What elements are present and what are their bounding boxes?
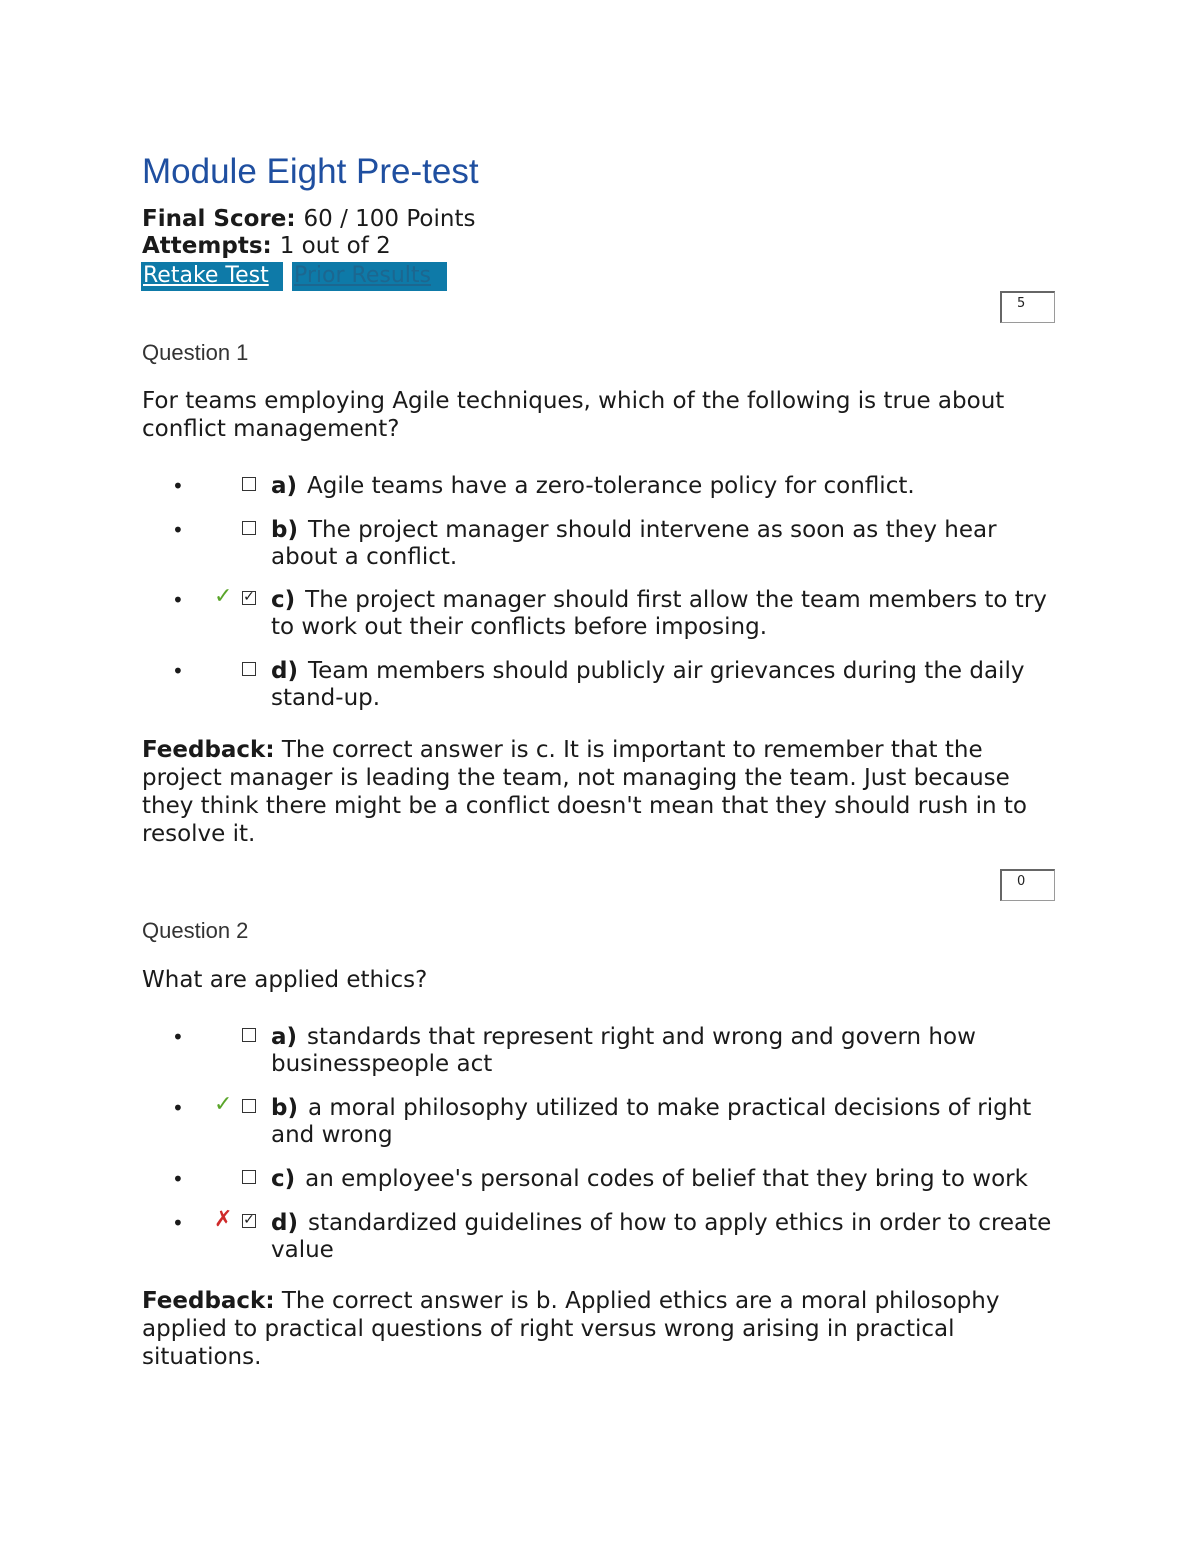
bullet: • (172, 1211, 184, 1235)
prior-results-button[interactable]: Prior Results (292, 262, 447, 291)
checkbox-unchecked-icon[interactable] (242, 477, 256, 491)
checkbox-unchecked-icon[interactable] (242, 521, 256, 535)
question-2-label: Question 2 (142, 918, 249, 943)
option-text: The project manager should intervene as soon as they hear about a conflict. (271, 517, 997, 570)
x-mark-icon: ✗ (214, 1207, 233, 1232)
option-text: Agile teams have a zero-tolerance policy for conflict. (307, 473, 915, 499)
question-1-label: Question 1 (142, 340, 249, 365)
question-1-text: For teams employing Agile techniques, which of the following is true about conflict management? (142, 388, 1005, 442)
bullet: • (172, 1167, 184, 1191)
feedback-label: Feedback: (142, 1288, 275, 1314)
checkmark-icon: ✓ (214, 1092, 233, 1117)
checkbox-checked-icon[interactable]: ✓ (243, 1212, 255, 1228)
checkbox-unchecked-icon[interactable] (242, 1099, 256, 1113)
question-2-text: What are applied ethics? (142, 967, 428, 993)
option-letter: d) (271, 658, 298, 684)
checkbox-unchecked-icon[interactable] (242, 1170, 256, 1184)
option-letter: d) (271, 1210, 298, 1236)
feedback-text: The correct answer is c. It is important to remember that the project manager is leading the team, not managing the team. Just because they think there might be a conflict doesn't mean that they should rush in to resolve it. (142, 737, 1027, 847)
checkbox-unchecked-icon[interactable] (242, 1028, 256, 1042)
question-2-option-b[interactable] (142, 1092, 1062, 1149)
final-score (142, 205, 475, 233)
retake-test-button[interactable]: Retake Test (141, 262, 283, 291)
option-text: a moral philosophy utilized to make practical decisions of right and wrong (271, 1095, 1032, 1148)
final-score-value: 60 / 100 Points (303, 206, 476, 232)
option-letter: b) (271, 517, 298, 543)
feedback-label: Feedback: (142, 737, 275, 763)
option-letter: a) (271, 1024, 298, 1050)
attempts-label: Attempts: (142, 233, 272, 259)
option-text: standards that represent right and wrong and govern how businesspeople act (271, 1024, 976, 1077)
option-letter: b) (271, 1095, 298, 1121)
page-title: Module Eight Pre-test (142, 152, 479, 191)
checkbox-checked-icon[interactable]: ✓ (243, 589, 255, 605)
final-score-label: Final Score: (142, 206, 296, 232)
option-letter: a) (271, 473, 298, 499)
bullet: • (172, 1025, 184, 1049)
feedback-text: The correct answer is b. Applied ethics are a moral philosophy applied to practical questions of right versus wrong arising in practical situations. (142, 1288, 1000, 1370)
question-1-feedback (142, 736, 1062, 848)
question-1-points-box[interactable]: 5 (1000, 291, 1055, 323)
option-letter: c) (271, 587, 296, 613)
attempts-value: 1 out of 2 (279, 233, 391, 259)
question-1-option-c[interactable] (142, 584, 1062, 641)
bullet: • (172, 588, 184, 612)
question-2-feedback (142, 1287, 1062, 1371)
question-2-option-d[interactable] (142, 1207, 1062, 1264)
checkmark-icon: ✓ (214, 584, 233, 609)
bullet: • (172, 659, 184, 683)
question-2-option-a[interactable] (142, 1024, 1062, 1078)
question-2-option-c[interactable] (142, 1166, 1062, 1193)
bullet: • (172, 474, 184, 498)
option-text: standardized guidelines of how to apply ethics in order to create value (271, 1210, 1052, 1263)
option-text: an employee's personal codes of belief that they bring to work (305, 1166, 1028, 1192)
question-1-option-b[interactable] (142, 517, 1062, 571)
option-text: Team members should publicly air grievances during the daily stand-up. (271, 658, 1025, 711)
checkbox-unchecked-icon[interactable] (242, 662, 256, 676)
option-text: The project manager should first allow the team members to try to work out their conflicts before imposing. (271, 587, 1047, 640)
attempts (142, 232, 391, 260)
bullet: • (172, 1096, 184, 1120)
question-1-option-a[interactable] (142, 473, 1062, 500)
bullet: • (172, 518, 184, 542)
question-2-points-box[interactable]: 0 (1000, 869, 1055, 901)
question-1-option-d[interactable] (142, 658, 1062, 712)
option-letter: c) (271, 1166, 296, 1192)
